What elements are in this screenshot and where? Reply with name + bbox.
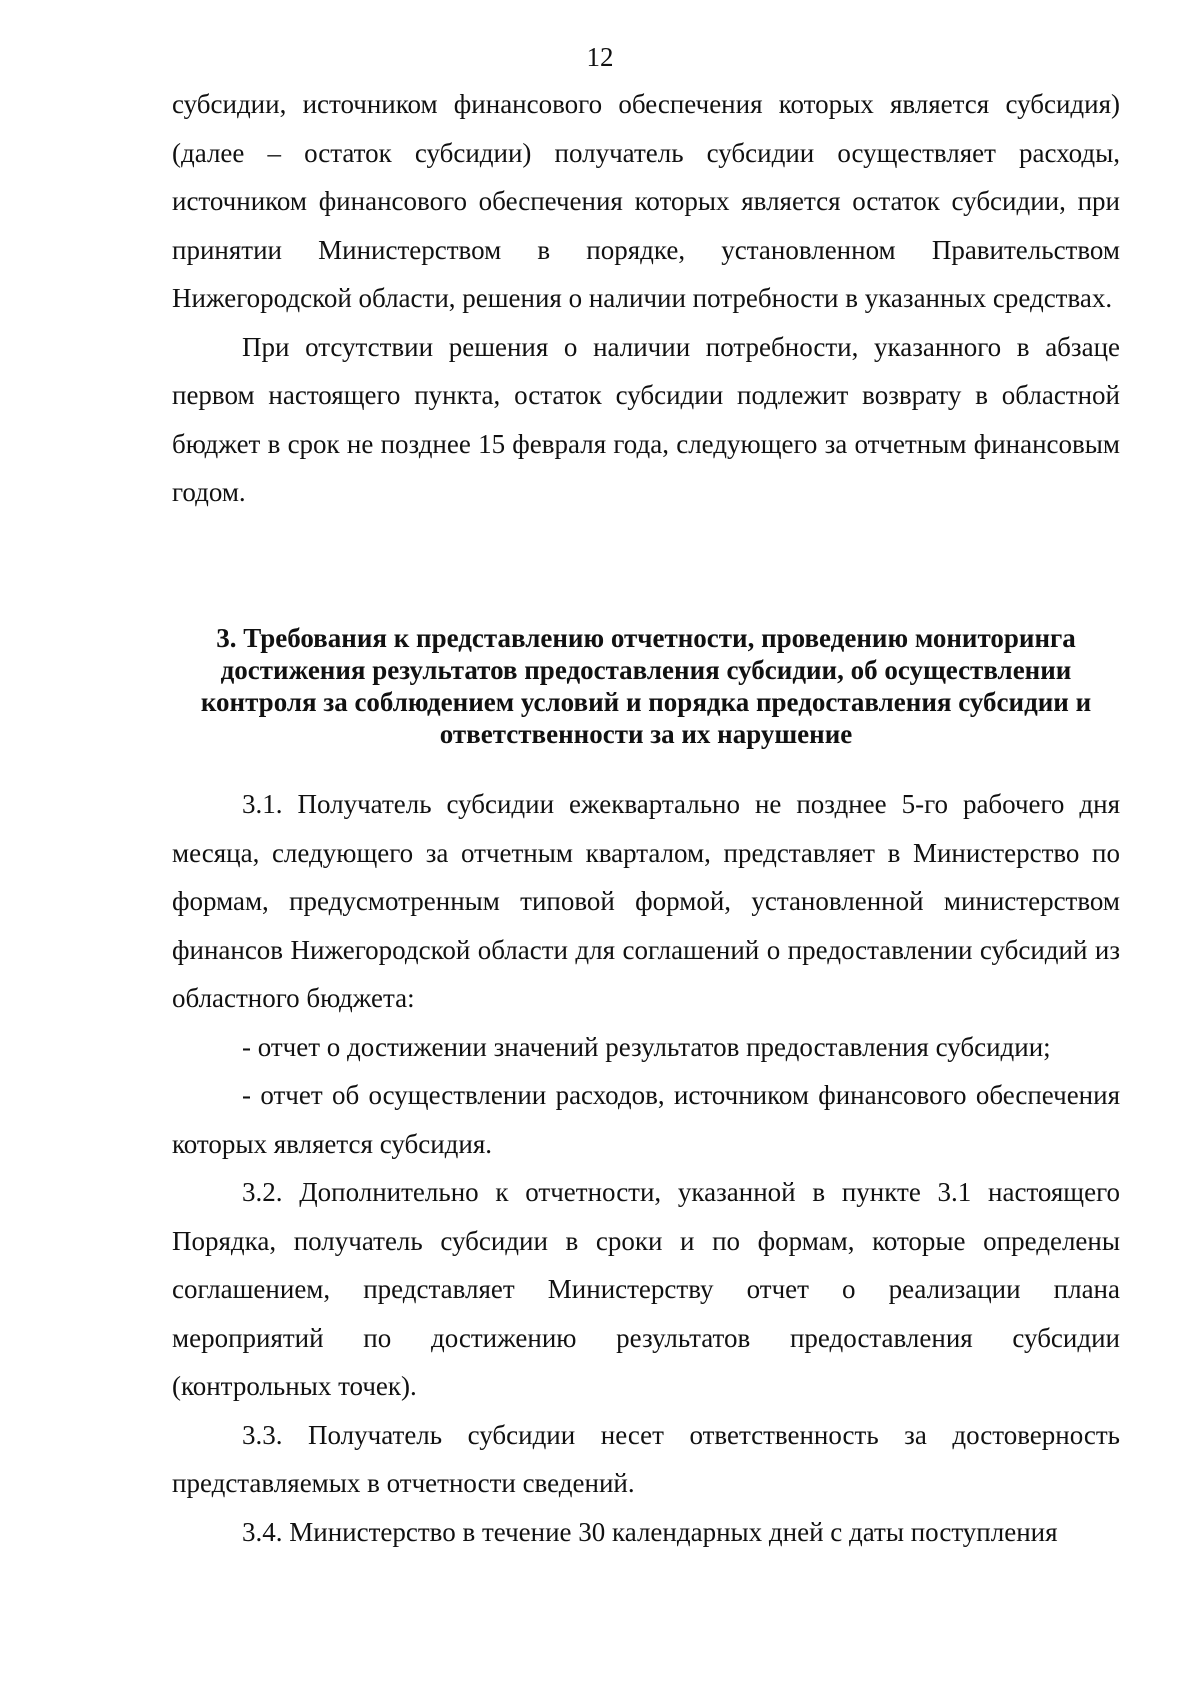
section-body: [172, 780, 1120, 1556]
paragraph: субсидии, источником финансового обеспечения которых является субсидия) (далее – остаток субсидии) получатель субсидии осуществляет расходы, источником финансового обеспечения которых является остаток субсидии, при принятии Министерством в порядке, установленном Правительством Нижегородской области, решения о наличии потребности в указанных средствах.: [172, 89, 1120, 313]
list-item: - отчет о достижении значений результатов предоставления субсидии;: [242, 1031, 1051, 1062]
section-heading: 3. Требования к представлению отчетности, проведению мониторинга достижения результатов предоставления субсидии, об осуществлении контроля за соблюдением условий и порядка предоставления субсидии и ответственности за их нарушение: [200, 623, 1092, 749]
paragraph: 3.1. Получатель субсидии ежеквартально не позднее 5-го рабочего дня месяца, следующего за отчетным кварталом, представляет в Министерство по формам, предусмотренным типовой формой, установленной министерством финансов Нижегородской области для соглашений о предоставлении субсидий из областного бюджета:: [172, 789, 1120, 1013]
list-item: - отчет об осуществлении расходов, источником финансового обеспечения которых является субсидия.: [172, 1080, 1120, 1159]
paragraph: При отсутствии решения о наличии потребности, указанного в абзаце первом настоящего пункта, остаток субсидии подлежит возврату в областной бюджет в срок не позднее 15 февраля года, следующего за отчетным финансовым годом.: [172, 331, 1120, 507]
page-number: 12: [586, 42, 614, 72]
paragraph: 3.2. Дополнительно к отчетности, указанной в пункте 3.1 настоящего Порядка, получатель субсидии в сроки и по формам, которые определены соглашением, представляет Министерству отчет о реализации плана мероприятий по достижению результатов предоставления субсидии (контрольных точек).: [172, 1177, 1120, 1401]
paragraph: 3.4. Министерство в течение 30 календарных дней с даты поступления: [242, 1516, 1058, 1547]
continuation-text: [172, 80, 1120, 517]
paragraph: 3.3. Получатель субсидии несет ответственность за достоверность представляемых в отчетности сведений.: [172, 1419, 1120, 1498]
